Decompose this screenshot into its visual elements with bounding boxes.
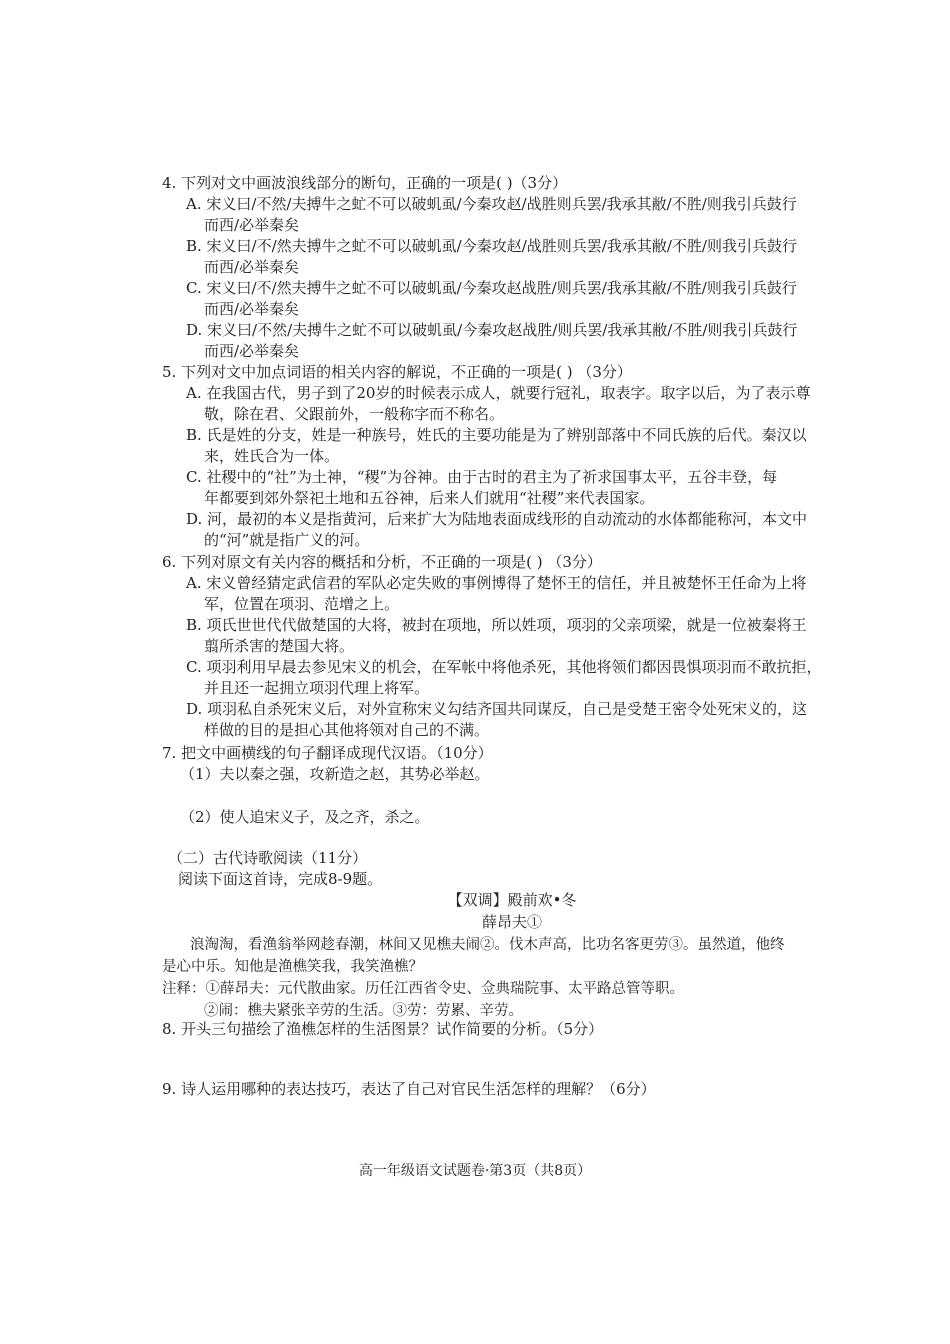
- question-9: 9. 诗人运用哪种的表达技巧，表达了自己对官民生活怎样的理解？（6分）: [162, 1080, 656, 1098]
- q5-option-d: D. 河，最初的本义是指黄河，后来扩大为陆地表面成线形的自动流动的水体都能称河，本文中 的“河”就是指广义的河。: [186, 510, 808, 549]
- question-4: [162, 173, 842, 362]
- q5-option-a: A. 在我国古代，男子到了20岁的时候表示成人，就要行冠礼，取表字。取字以后，为了表示尊 敬，除在君、父跟前外，一般称字而不称名。: [186, 384, 811, 423]
- q6-option-d: D. 项羽私自杀死宋义后，对外宣称宋义勾结齐国共同谋反，自己是受楚王密令处死宋义的，这 样做的目的是担心其他将领对自己的不满。: [186, 700, 808, 739]
- question-5-stem: 5. 下列对文中加点词语的相关内容的解说，不正确的一项是( ) （3分）: [162, 363, 632, 381]
- section-heading: （二）古代诗歌阅读（11分）: [168, 849, 368, 867]
- question-6-stem: 6. 下列对原文有关内容的概括和分析，不正确的一项是( ) （3分）: [162, 553, 602, 571]
- q4-option-d: D. 宋义曰/不然/夫搏牛之虻不可以破虮虱/今秦攻赵战胜/则兵罢/我承其敝/不胜/则我引兵鼓行 而西/必举秦矣: [186, 321, 798, 360]
- question-7: [162, 743, 842, 828]
- question-7-stem: 7. 把文中画横线的句子翻译成现代汉语。（10分）: [162, 744, 493, 762]
- poem-title: 【双调】殿前欢•冬: [447, 891, 577, 909]
- q6-option-c: C. 项羽利用早晨去参见宋义的机会，在军帐中将他杀死，其他将领们都因畏惧项羽而不敢抗拒， 并且还一起拥立项羽代理上将军。: [186, 658, 822, 697]
- poem-line-2: 是心中乐。知他是渔樵笑我，我笑渔樵？: [162, 959, 423, 975]
- q7-sentence-1: （1）夫以秦之强，攻新造之赵，其势必举赵。: [180, 765, 490, 783]
- poem-body: [162, 934, 842, 1022]
- page-footer: 高一年级语文试题卷·第3页（共8页）: [358, 1163, 592, 1179]
- poem-note-2: ②闹：樵夫紧张辛劳的生活。③劳：劳累、辛劳。: [204, 1003, 523, 1019]
- question-5: [162, 362, 842, 551]
- q5-option-b: B. 氏是姓的分支，姓是一种族号，姓氏的主要功能是为了辨别部落中不同氏族的后代。秦汉以 来，姓氏合为一体。: [186, 426, 807, 465]
- question-4-stem: 4. 下列对文中画波浪线部分的断句，正确的一项是( )（3分）: [162, 174, 568, 192]
- q4-option-a: A. 宋义曰/不然/夫搏牛之虻不可以破虮虱/今秦攻赵/战胜则兵罢/我承其敝/不胜/则我引兵鼓行 而西/必举秦矣: [186, 195, 797, 234]
- q6-option-a: A. 宋义曾经猜定武信君的军队必定失败的事例博得了楚怀王的信任，并且被楚怀王任命为上将 军，位置在项羽、范增之上。: [186, 574, 807, 613]
- question-8: 8. 开头三句描绘了渔樵怎样的生活图景？试作简要的分析。（5分）: [162, 1020, 604, 1038]
- q6-option-b: B. 项氏世世代代做楚国的大将，被封在项地，所以姓项，项羽的父亲项梁，就是一位被秦将王 翦所杀害的楚国大将。: [186, 616, 807, 655]
- q5-option-c: C. 社稷中的“社”为土神，“稷”为谷神。由于古时的君主为了祈求国事太平，五谷丰登，每 年都要到郊外祭祀土地和五谷神，后来人们就用“社稷”来代表国家。: [186, 468, 778, 507]
- section-instruction: 阅读下面这首诗，完成8-9题。: [178, 870, 383, 888]
- q7-sentence-2: （2）使人追宋义子，及之齐，杀之。: [180, 808, 430, 826]
- poem-line-1: 浪淘淘，看渔翁举网趁春潮，林间又见樵夫闹②。伐木声高，比功名客更劳③。虽然道，他终: [190, 937, 785, 953]
- section-poetry: [168, 848, 848, 890]
- q4-option-c: C. 宋义曰/不/然夫搏牛之虻不可以破虮虱/今秦攻赵战胜/则兵罢/我承其敝/不胜/则我引兵鼓行 而西/必举秦矣: [186, 279, 797, 318]
- q4-option-b: B. 宋义曰/不/然夫搏牛之虻不可以破虮虱/今秦攻赵/战胜则兵罢/我承其敝/不胜/则我引兵鼓行 而西/必举秦矣: [186, 237, 797, 276]
- question-6: [162, 552, 842, 741]
- poem-note-1: 注释：①薛昂夫：元代散曲家。历任江西省令史、佥典瑞院事、太平路总管等职。: [162, 981, 684, 997]
- poem-author: 薛昂夫①: [481, 913, 542, 931]
